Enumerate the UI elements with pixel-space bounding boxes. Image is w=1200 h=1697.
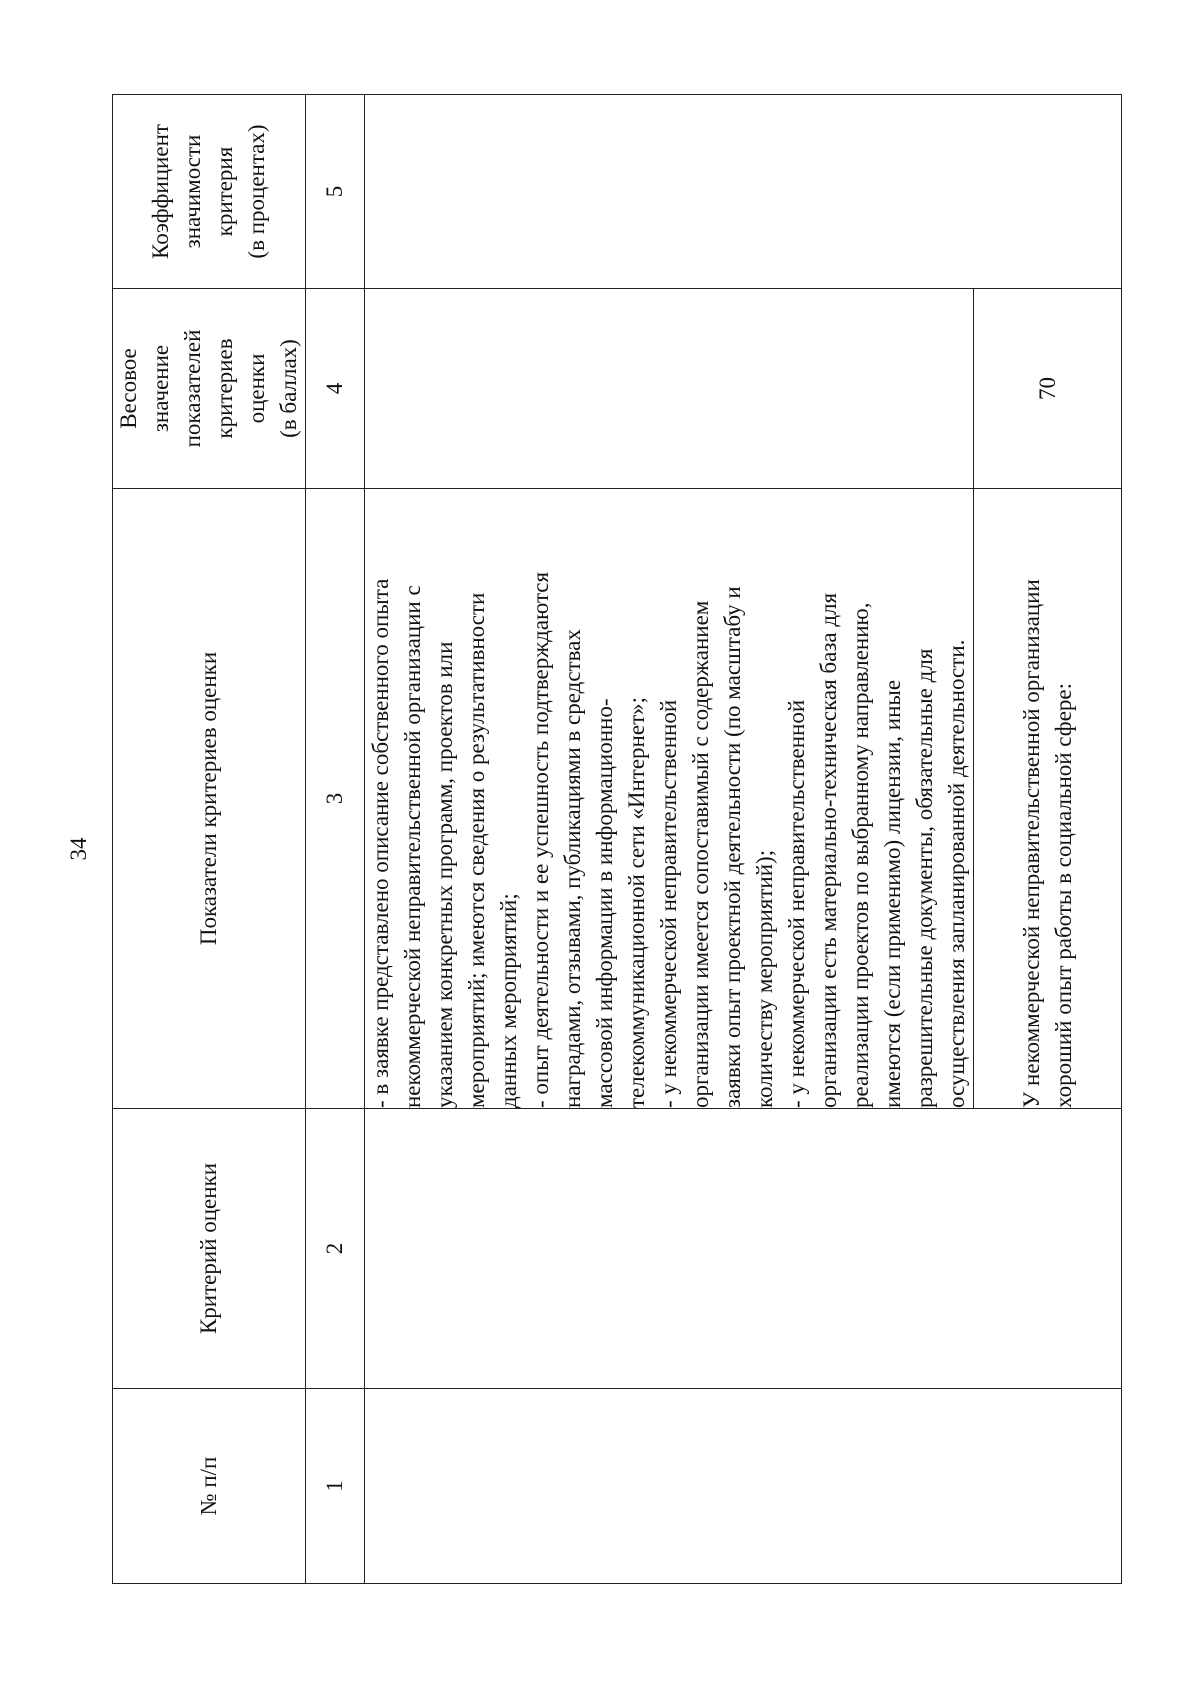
indicator-line: заявки опыт проектной деятельности (по масштабу и xyxy=(720,586,745,1108)
column-number: 3 xyxy=(306,489,365,1109)
header-coefficient-line: Коэффициент xyxy=(148,124,173,259)
table-header-row xyxy=(113,95,306,1584)
indicator-line: реализации проектов по выбранному направлению, xyxy=(848,602,873,1108)
header-coefficient xyxy=(113,95,306,289)
column-number-row xyxy=(306,95,365,1584)
indicator-line: - у некоммерческой неправительственной xyxy=(656,699,681,1108)
row-num-cell xyxy=(365,1389,1122,1584)
indicator-line: организации имеется сопоставимый с содержанием xyxy=(688,600,713,1108)
header-coefficient-line: значимости xyxy=(180,134,205,249)
header-weight-line: значение xyxy=(148,344,173,433)
indicator-line: имеются (если применимо) лицензии, иные xyxy=(880,679,905,1108)
indicator-line: организации есть материально-техническая база для xyxy=(816,592,841,1108)
indicators-cell xyxy=(365,489,974,1109)
header-weight-line: критериев xyxy=(212,338,237,439)
header-coefficient-line: (в процентах) xyxy=(244,124,269,259)
indicator-line: указанием конкретных программ, проектов или xyxy=(432,641,457,1108)
indicator-line: некоммерческой неправительственной организации с xyxy=(400,585,425,1108)
column-number: 5 xyxy=(306,95,365,289)
indicators-cell xyxy=(974,489,1122,1109)
header-indicators: Показатели критериев оценки xyxy=(113,489,306,1109)
header-weight-line: оценки xyxy=(244,353,269,424)
indicator-line: - у некоммерческой неправительственной xyxy=(784,699,809,1108)
header-weight-line: (в баллах) xyxy=(276,339,301,438)
indicator-line: телекоммуникационной сети «Интернет»; xyxy=(624,696,649,1108)
table-row xyxy=(365,95,974,1584)
indicator-line: количеству мероприятий); xyxy=(752,849,777,1108)
header-weight-line: Весовое xyxy=(116,348,141,429)
indicator-line: данных мероприятий; xyxy=(496,893,521,1108)
header-weight xyxy=(113,289,306,489)
column-number: 2 xyxy=(306,1109,365,1389)
indicator-line: - в заявке представлено описание собственного опыта xyxy=(368,578,393,1108)
page-number: 34 xyxy=(66,837,91,861)
row-criterion-cell xyxy=(365,1109,1122,1389)
evaluation-criteria-table xyxy=(112,94,1122,1584)
header-weight-line: показателей xyxy=(180,329,205,448)
weight-score-cell: 70 xyxy=(974,289,1122,489)
coefficient-cell xyxy=(365,95,1122,289)
column-number: 1 xyxy=(306,1389,365,1584)
weight-cell xyxy=(365,289,974,489)
indicator-line: мероприятий; имеются сведения о результативности xyxy=(464,592,489,1108)
column-number: 4 xyxy=(306,289,365,489)
indicator-line: хороший опыт работы в социальной сфере: xyxy=(1050,682,1076,1108)
indicator-line: наградами, отзывами, публикациями в средствах xyxy=(560,629,585,1108)
rotated-table-wrapper xyxy=(112,95,1122,1584)
indicator-line: массовой информации в информационно- xyxy=(592,698,617,1108)
header-criterion: Критерий оценки xyxy=(113,1109,306,1389)
indicator-line: осуществления запланированной деятельности. xyxy=(944,639,969,1108)
header-coefficient-line: критерия xyxy=(212,146,237,237)
header-num: № п/п xyxy=(113,1389,306,1584)
indicator-line: - опыт деятельности и ее успешность подтверждаются xyxy=(528,571,553,1108)
indicator-line: У некоммерческой неправительственной организации xyxy=(1018,579,1044,1108)
indicator-line: разрешительные документы, обязательные для xyxy=(912,648,937,1108)
